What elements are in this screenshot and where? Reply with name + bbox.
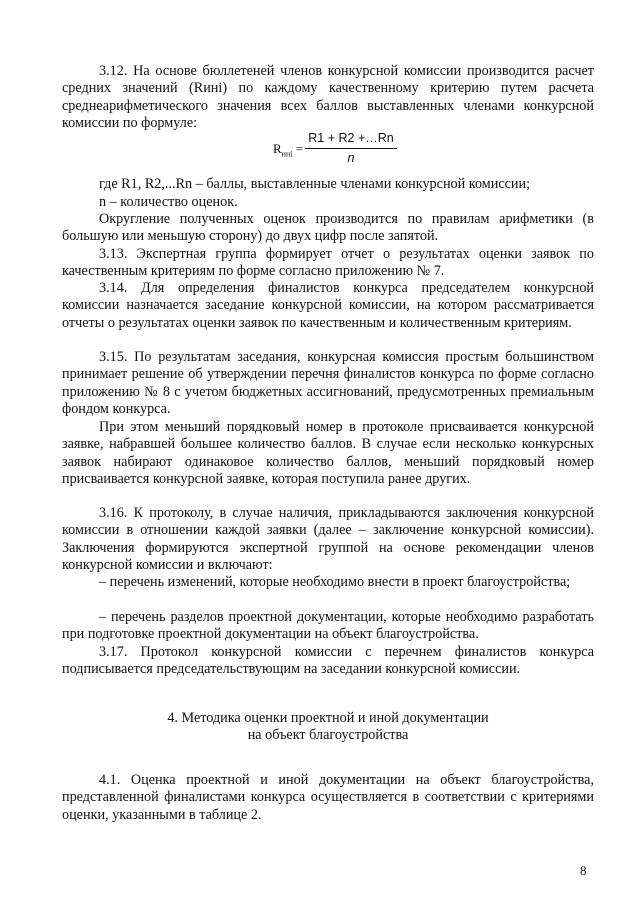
- paragraph-3-17: 3.17. Протокол конкурсной комиссии с перечнем финалистов конкурса подписывается председательствующим на заседании конкурсной комиссии.: [62, 644, 594, 678]
- page-number: 8: [580, 863, 587, 878]
- formula-explanation-r: где R1, R2,...Rn – баллы, выставленные членами конкурсной комиссии;: [99, 176, 531, 192]
- bullet-sections: – перечень разделов проектной документации, которые необходимо разработать при подготовке проектной документации на объект благоустройства.: [62, 609, 594, 643]
- average-score-formula: [273, 130, 403, 166]
- bullet-changes: – перечень изменений, которые необходимо внести в проект благоустройства;: [99, 574, 571, 590]
- section-4-heading-line2: на объект благоустройства: [247, 727, 409, 743]
- paragraph-3-13: 3.13. Экспертная группа формирует отчет о результатах оценки заявок по качественным критериям по форме согласно приложению № 7.: [62, 246, 594, 280]
- paragraph-3-12: 3.12. На основе бюллетеней членов конкурсной комиссии производится расчет средних значений (Rинi) по каждому качественному критерию путем расчета среднеарифметического значения всех баллов выставленных членами конкурсной комиссии по формуле:: [62, 63, 594, 132]
- paragraph-3-14: 3.14. Для определения финалистов конкурса председателем конкурсной комиссии назначается заседание конкурсной комиссии, на котором рассматривается отчеты о результатах оценки заявок по качественным и количественным критериям.: [62, 280, 594, 331]
- fraction-bar: [305, 148, 397, 149]
- paragraph-3-15: 3.15. По результатам заседания, конкурсная комиссия простым большинством принимает решение об утверждении перечня финалистов конкурса по форме согласно приложению № 8 с учетом бюджетных ассигнований, предусмотренных премиальным фондом конкурса.: [62, 349, 594, 418]
- paragraph-4-1: 4.1. Оценка проектной и иной документации на объект благоустройства, представленной финалистами конкурса осуществляется в соответствии с критериями оценки, указанными в таблице 2.: [62, 772, 594, 823]
- formula-numerator: R1 + R2 +…Rn: [308, 131, 394, 145]
- rounding-paragraph: Округление полученных оценок производится по правилам арифметики (в большую или меньшую сторону) до двух цифр после запятой.: [62, 211, 594, 245]
- formula-denominator: n: [347, 151, 355, 165]
- formula-explanation-n: n – количество оценок.: [99, 194, 238, 210]
- numbering-paragraph: При этом меньший порядковый номер в протоколе присваивается конкурсной заявке, набравшей большее количество баллов. В случае если несколько конкурсных заявок набирают одинаковое количество баллов, меньший порядковый номер присваивается конкурсной заявке, которая поступила ранее других.: [62, 419, 594, 488]
- paragraph-3-16: 3.16. К протоколу, в случае наличия, прикладываются заключения конкурсной комиссии в отношении каждой заявки (далее – заключение конкурсной комиссии). Заключения формируются экспертной группой на основе рекомендации членов конкурсной комиссии и включают:: [62, 505, 594, 574]
- formula-lhs: $R_{инi}$ =: [273, 141, 304, 159]
- section-4-heading-line1: 4. Методика оценки проектной и иной документации: [167, 710, 489, 726]
